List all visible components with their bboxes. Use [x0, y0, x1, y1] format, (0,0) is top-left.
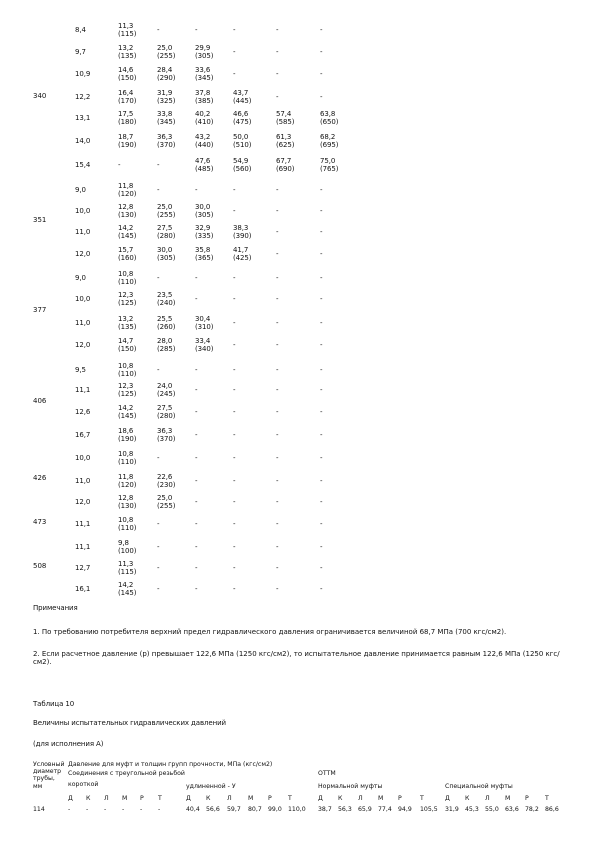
pressure-cell: 12,3 (125) — [118, 382, 137, 399]
pressure-cell: 10,8 (110) — [118, 362, 137, 379]
pressure-cell: - — [320, 48, 323, 56]
pressure-cell: - — [320, 498, 323, 506]
pressure-cell: 67,7 (690) — [276, 157, 295, 174]
pressure-cell: 36,3 (370) — [157, 133, 176, 150]
grade-header: Л — [104, 795, 109, 802]
pressure-cell: 57,4 (585) — [276, 110, 295, 127]
pressure-cell: 110,0 — [288, 806, 306, 813]
pressure-cell: - — [276, 250, 279, 258]
pressure-cell: 63,8 (650) — [320, 110, 339, 127]
pressure-cell: 16,4 (170) — [118, 89, 137, 106]
pressure-cell: 38,3 (390) — [233, 224, 252, 241]
grade-header: Т — [545, 795, 549, 802]
wall-thickness-cell: 9,5 — [75, 366, 86, 374]
pressure-cell: - — [157, 564, 160, 572]
pressure-cell: - — [276, 319, 279, 327]
diameter-cell: 377 — [33, 306, 47, 314]
pressure-cell: - — [276, 295, 279, 303]
pressure-cell: 12,8 (130) — [118, 494, 137, 511]
pressure-cell: 33,4 (340) — [195, 337, 214, 354]
pressure-cell: - — [320, 26, 323, 34]
header-short: короткой — [68, 781, 99, 788]
pressure-cell: 25,0 (255) — [157, 44, 176, 61]
header-special-coupling: Специальной муфты — [445, 783, 513, 790]
pressure-cell: 15,7 (160) — [118, 246, 137, 263]
pressure-cell: - — [118, 161, 121, 169]
grade-header: Т — [158, 795, 162, 802]
pressure-cell: - — [320, 319, 323, 327]
pressure-cell: - — [233, 386, 236, 394]
pressure-cell: 10,8 (110) — [118, 516, 137, 533]
grade-header: К — [206, 795, 211, 802]
pressure-cell: - — [276, 431, 279, 439]
pressure-cell: 50,0 (510) — [233, 133, 252, 150]
wall-thickness-cell: 9,0 — [75, 274, 86, 282]
pressure-cell: - — [276, 274, 279, 282]
pressure-cell: 10,8 (110) — [118, 450, 137, 467]
pressure-cell: 10,8 (110) — [118, 270, 137, 287]
pressure-cell: 14,2 (145) — [118, 404, 137, 421]
wall-thickness-cell: 9,7 — [75, 48, 86, 56]
grade-header: Р — [140, 795, 144, 802]
pressure-cell: - — [195, 477, 198, 485]
pressure-cell: - — [320, 228, 323, 236]
pressure-cell: 30,4 (310) — [195, 315, 214, 332]
pressure-cell: 11,3 (115) — [118, 560, 137, 577]
grade-header: М — [248, 795, 254, 802]
pressure-cell: - — [233, 274, 236, 282]
pressure-cell: - — [320, 250, 323, 258]
wall-thickness-cell: 12,2 — [75, 93, 91, 101]
pressure-cell: - — [195, 564, 198, 572]
pressure-cell: - — [86, 806, 89, 813]
pressure-cell: - — [195, 520, 198, 528]
wall-thickness-cell: 15,4 — [75, 161, 91, 169]
pressure-cell: - — [195, 186, 198, 194]
pressure-cell: - — [276, 341, 279, 349]
pressure-cell: 55,0 — [485, 806, 499, 813]
pressure-cell: 24,0 (245) — [157, 382, 176, 399]
grade-header: Р — [268, 795, 272, 802]
pressure-cell: 31,9 — [445, 806, 459, 813]
pressure-cell: - — [276, 228, 279, 236]
pressure-cell: - — [233, 454, 236, 462]
pressure-cell: 14,7 (150) — [118, 337, 137, 354]
wall-thickness-cell: 11,1 — [75, 520, 91, 528]
pressure-cell: - — [233, 431, 236, 439]
table-label: Таблица 10 — [33, 700, 75, 708]
pressure-cell: - — [276, 26, 279, 34]
pressure-cell: 27,5 (280) — [157, 404, 176, 421]
table-subtitle: (для исполнения А) — [33, 740, 104, 748]
pressure-cell: 22,6 (230) — [157, 473, 176, 490]
pressure-cell: 43,2 (440) — [195, 133, 214, 150]
wall-thickness-cell: 10,0 — [75, 207, 91, 215]
pressure-cell: 9,8 (100) — [118, 539, 137, 556]
pressure-cell: - — [233, 408, 236, 416]
pressure-cell: - — [195, 386, 198, 394]
grade-header: К — [86, 795, 91, 802]
pressure-cell: - — [157, 543, 160, 551]
pressure-cell: - — [276, 477, 279, 485]
pressure-cell: - — [195, 585, 198, 593]
note-item: 2. Если расчетное давление (р) превышает 122,6 МПа (1250 кгс/см2), то испытательное давление принимается равным 122,6 МПа (1250 кгс/см2). — [33, 650, 560, 667]
pressure-cell: - — [195, 498, 198, 506]
pressure-cell: - — [157, 585, 160, 593]
pressure-cell: 65,9 — [358, 806, 372, 813]
pressure-cell: 46,6 (475) — [233, 110, 252, 127]
pressure-cell: 86,6 — [545, 806, 559, 813]
pressure-cell: - — [276, 386, 279, 394]
pressure-cell: - — [157, 274, 160, 282]
pressure-cell: 17,5 (180) — [118, 110, 137, 127]
pressure-cell: - — [195, 454, 198, 462]
pressure-cell: - — [233, 207, 236, 215]
pressure-cell: - — [195, 366, 198, 374]
pressure-cell: - — [320, 585, 323, 593]
diameter-cell: 340 — [33, 92, 47, 100]
pressure-cell: - — [233, 295, 236, 303]
grade-header: К — [465, 795, 470, 802]
pressure-cell: - — [320, 543, 323, 551]
pressure-cell: 78,2 — [525, 806, 539, 813]
pressure-cell: - — [276, 70, 279, 78]
grade-header: Д — [445, 795, 450, 802]
diameter-cell: 426 — [33, 474, 47, 482]
pressure-cell: 27,5 (280) — [157, 224, 176, 241]
diameter-cell: 508 — [33, 562, 47, 570]
pressure-cell: 30,0 (305) — [195, 203, 214, 220]
wall-thickness-cell: 12,0 — [75, 250, 91, 258]
pressure-cell: 56,3 — [338, 806, 352, 813]
pressure-cell: - — [195, 431, 198, 439]
pressure-cell: - — [195, 408, 198, 416]
pressure-cell: 105,5 — [420, 806, 438, 813]
pressure-cell: 14,6 (150) — [118, 66, 137, 83]
grade-header: Р — [525, 795, 529, 802]
pressure-cell: - — [195, 274, 198, 282]
pressure-cell: 31,9 (325) — [157, 89, 176, 106]
wall-thickness-cell: 8,4 — [75, 26, 86, 34]
wall-thickness-cell: 11,0 — [75, 228, 91, 236]
wall-thickness-cell: 12,0 — [75, 341, 91, 349]
pressure-cell: - — [276, 520, 279, 528]
pressure-cell: 94,9 — [398, 806, 412, 813]
wall-thickness-cell: 11,0 — [75, 477, 91, 485]
pressure-cell: 28,4 (290) — [157, 66, 176, 83]
wall-thickness-cell: 11,0 — [75, 319, 91, 327]
wall-thickness-cell: 12,7 — [75, 564, 91, 572]
pressure-cell: 61,3 (625) — [276, 133, 295, 150]
pressure-cell: 75,0 (765) — [320, 157, 339, 174]
pressure-cell: - — [276, 408, 279, 416]
pressure-cell: 43,7 (445) — [233, 89, 252, 106]
pressure-cell: 18,6 (190) — [118, 427, 137, 444]
pressure-cell: 29,9 (305) — [195, 44, 214, 61]
pressure-cell: - — [276, 498, 279, 506]
pressure-cell: 80,7 — [248, 806, 262, 813]
pressure-cell: - — [320, 207, 323, 215]
grade-header: М — [122, 795, 128, 802]
pressure-cell: - — [122, 806, 125, 813]
grade-header: Д — [68, 795, 73, 802]
wall-thickness-cell: 11,1 — [75, 543, 91, 551]
pressure-cell: 47,6 (485) — [195, 157, 214, 174]
diameter-cell: 351 — [33, 216, 47, 224]
pressure-cell: - — [320, 295, 323, 303]
pressure-cell: 11,8 (120) — [118, 473, 137, 490]
header-ottm: ОТТМ — [318, 770, 336, 777]
wall-thickness-cell: 12,0 — [75, 498, 91, 506]
grade-header: М — [505, 795, 511, 802]
pressure-cell: 77,4 — [378, 806, 392, 813]
header-triangular-thread: Соединения с треугольной резьбой — [68, 770, 185, 777]
pressure-cell: - — [233, 48, 236, 56]
pressure-cell: - — [320, 431, 323, 439]
pressure-cell: - — [320, 366, 323, 374]
note-item: 1. По требованию потребителя верхний предел гидравлического давления ограничивается величиной 68,7 МПа (700 кгс/см2). — [33, 628, 507, 636]
header-elongated: удлиненной - У — [186, 783, 236, 790]
header-diameter: Условный диаметр трубы, мм — [33, 761, 65, 790]
pressure-cell: - — [195, 543, 198, 551]
pressure-cell: - — [233, 543, 236, 551]
pressure-cell: - — [233, 498, 236, 506]
pressure-cell: - — [233, 70, 236, 78]
pressure-cell: - — [276, 564, 279, 572]
pressure-cell: - — [157, 161, 160, 169]
pressure-cell: 30,0 (305) — [157, 246, 176, 263]
pressure-cell: - — [157, 454, 160, 462]
pressure-cell: - — [276, 48, 279, 56]
pressure-cell: - — [276, 186, 279, 194]
wall-thickness-cell: 12,6 — [75, 408, 91, 416]
diameter-cell: 473 — [33, 518, 47, 526]
pressure-cell: - — [195, 295, 198, 303]
pressure-cell: - — [320, 386, 323, 394]
wall-thickness-cell: 9,0 — [75, 186, 86, 194]
pressure-cell: 56,6 — [206, 806, 220, 813]
grade-header: Д — [318, 795, 323, 802]
pressure-cell: 12,8 (130) — [118, 203, 137, 220]
pressure-cell: - — [233, 366, 236, 374]
grade-header: Т — [420, 795, 424, 802]
pressure-cell: - — [158, 806, 161, 813]
pressure-cell: 13,2 (135) — [118, 44, 137, 61]
wall-thickness-cell: 11,1 — [75, 386, 91, 394]
pressure-cell: - — [320, 408, 323, 416]
wall-thickness-cell: 10,0 — [75, 295, 91, 303]
pressure-cell: 25,5 (260) — [157, 315, 176, 332]
grade-header: Л — [227, 795, 232, 802]
pressure-cell: 40,4 — [186, 806, 200, 813]
pressure-cell: 18,7 (190) — [118, 133, 137, 150]
pressure-cell: - — [233, 319, 236, 327]
pressure-cell: 59,7 — [227, 806, 241, 813]
pressure-cell: - — [157, 26, 160, 34]
pressure-cell: 11,3 (115) — [118, 22, 137, 39]
pressure-cell: 13,2 (135) — [118, 315, 137, 332]
wall-thickness-cell: 14,0 — [75, 137, 91, 145]
pressure-cell: - — [233, 341, 236, 349]
pressure-cell: 25,0 (255) — [157, 203, 176, 220]
pressure-cell: - — [320, 274, 323, 282]
pressure-cell: 35,8 (365) — [195, 246, 214, 263]
pressure-cell: - — [233, 585, 236, 593]
pressure-cell: - — [157, 366, 160, 374]
pressure-cell: 14,2 (145) — [118, 224, 137, 241]
pressure-cell: - — [276, 543, 279, 551]
pressure-cell: - — [68, 806, 71, 813]
grade-header: М — [378, 795, 384, 802]
pressure-cell: - — [320, 564, 323, 572]
diameter-cell: 406 — [33, 397, 47, 405]
pressure-cell: 37,8 (385) — [195, 89, 214, 106]
pressure-cell: - — [320, 520, 323, 528]
pressure-cell: - — [276, 93, 279, 101]
grade-header: Л — [358, 795, 363, 802]
grade-header: Р — [398, 795, 402, 802]
pressure-cell: 41,7 (425) — [233, 246, 252, 263]
header-normal-coupling: Нормальной муфты — [318, 783, 383, 790]
pressure-cell: 14,2 (145) — [118, 581, 137, 598]
grade-header: Т — [288, 795, 292, 802]
pressure-cell: 40,2 (410) — [195, 110, 214, 127]
wall-thickness-cell: 13,1 — [75, 114, 91, 122]
pressure-cell: - — [276, 207, 279, 215]
pressure-cell: 45,3 — [465, 806, 479, 813]
pressure-cell: - — [157, 520, 160, 528]
pressure-cell: - — [140, 806, 143, 813]
pressure-cell: 99,0 — [268, 806, 282, 813]
pressure-cell: - — [233, 26, 236, 34]
pressure-cell: - — [104, 806, 107, 813]
table-title: Величины испытательных гидравлических давлений — [33, 719, 226, 727]
pressure-cell: 54,9 (560) — [233, 157, 252, 174]
pressure-cell: 36,3 (370) — [157, 427, 176, 444]
pressure-cell: - — [233, 520, 236, 528]
pressure-cell: - — [320, 186, 323, 194]
pressure-cell: - — [276, 585, 279, 593]
wall-thickness-cell: 16,7 — [75, 431, 91, 439]
grade-header: Л — [485, 795, 490, 802]
pressure-cell: 32,9 (335) — [195, 224, 214, 241]
notes-heading: Примечания — [33, 604, 78, 612]
pressure-cell: 33,8 (345) — [157, 110, 176, 127]
pressure-cell: - — [320, 341, 323, 349]
pressure-cell: 25,0 (255) — [157, 494, 176, 511]
pressure-cell: - — [320, 93, 323, 101]
wall-thickness-cell: 10,0 — [75, 454, 91, 462]
pressure-cell: - — [320, 477, 323, 485]
pressure-cell: - — [233, 477, 236, 485]
pressure-cell: - — [233, 186, 236, 194]
pressure-cell: - — [276, 366, 279, 374]
header-pressure-title: Давление для муфт и толщин групп прочности, МПа (кгс/см2) — [68, 761, 273, 768]
wall-thickness-cell: 10,9 — [75, 70, 91, 78]
pressure-cell: 11,8 (120) — [118, 182, 137, 199]
pressure-cell: - — [157, 186, 160, 194]
wall-thickness-cell: 16,1 — [75, 585, 91, 593]
pressure-cell: - — [276, 454, 279, 462]
pressure-cell: 33,6 (345) — [195, 66, 214, 83]
pressure-cell: 63,6 — [505, 806, 519, 813]
pressure-cell: - — [320, 70, 323, 78]
pressure-cell: 23,5 (240) — [157, 291, 176, 308]
pressure-cell: 68,2 (695) — [320, 133, 339, 150]
pressure-cell: 38,7 — [318, 806, 332, 813]
pressure-cell: - — [320, 454, 323, 462]
diameter-cell: 114 — [33, 806, 45, 813]
pressure-cell: - — [195, 26, 198, 34]
pressure-cell: 12,3 (125) — [118, 291, 137, 308]
pressure-cell: 28,0 (285) — [157, 337, 176, 354]
grade-header: К — [338, 795, 343, 802]
pressure-cell: - — [233, 564, 236, 572]
grade-header: Д — [186, 795, 191, 802]
